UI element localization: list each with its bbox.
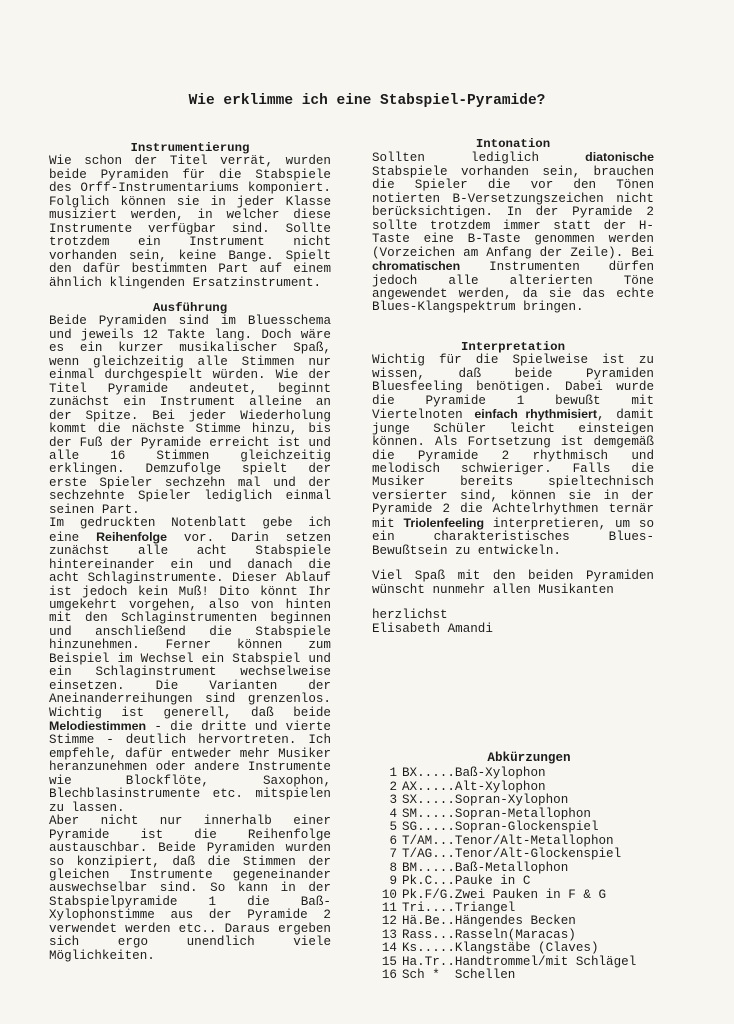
abbreviation-name: Pauke in C [454, 874, 531, 889]
abbreviation-row [379, 781, 679, 794]
left-column [49, 142, 331, 963]
closing-text: Viel Spaß mit den beiden Pyramiden wünscht nunmehr allen Musikanten [372, 569, 654, 597]
text-run: - die dritte und vierte Stimme - deutlich hervortreten. Ich empfehle, dafür entweder mehr Musiker heranzunehmen oder andere Instrumente wie Blockflöte, Saxophon, Blechblasinstrumente etc. mitspielen zu lassen. [49, 720, 331, 815]
abbreviation-row [379, 767, 679, 780]
abbreviation-number: 6 [389, 833, 397, 848]
abbreviation-name: Tenor/Alt-Glockenspiel [454, 847, 622, 862]
greeting: herzlichst [372, 608, 448, 623]
abbreviation-code: SX..... [402, 793, 455, 808]
abbreviation-name: Alt-Xylophon [454, 779, 546, 794]
abbreviation-code: SG..... [402, 820, 455, 835]
abbreviation-number: 15 [381, 954, 397, 969]
abbreviation-number: 16 [381, 968, 397, 983]
text-run: vor. Darin setzen zunächst alle acht Stabspiele hintereinander ein und danach die acht Schlaginstrumente. Dieser Ablauf ist jedoch kein Muß! Dito könnt Ihr umgekehrt vorgehen, also von hinten mit den Schlaginstrumenten beginnen und anschließend die Stabspiele hinzunehmen. Ferner können zum Beispiel im Wechsel ein Stabspiel und ein Schlaginstrument wechselweise einsetzen. Die Varianten der Aneinanderreihungen sind grenzenlos. Wichtig ist generell, daß beide [49, 530, 332, 720]
abbreviation-code: Ha.Tr.. [402, 954, 455, 969]
paragraph-ausfuehrung-2 [49, 517, 331, 815]
abbreviation-number: 4 [389, 806, 397, 821]
abbreviation-row [379, 808, 679, 821]
abbreviation-name: Handtrommel/mit Schlägel [454, 954, 637, 969]
abbreviation-row [379, 794, 679, 807]
text-run: Wichtig für die Spielweise ist zu wissen, daß beide Pyramiden Bluesfeeling benötigen. Dabei wurde die Pyramide 1 bewußt mit Viertelnoten [372, 353, 654, 423]
abbreviation-name: Sopran-Metallophon [454, 806, 591, 821]
abbreviation-name: Hängendes Becken [454, 914, 576, 929]
abbreviation-row [379, 848, 679, 861]
abbreviation-code: Rass... [402, 927, 455, 942]
abbreviation-row [379, 915, 679, 928]
abbreviation-name: Tenor/Alt-Metallophon [454, 833, 614, 848]
bold-term-chromatischen: chromatischen [372, 259, 461, 274]
abbreviation-code: BM..... [402, 860, 455, 875]
abbreviation-row [379, 889, 679, 902]
heading-intonation: Intonation [475, 137, 551, 151]
abbreviation-number: 13 [381, 927, 397, 942]
heading-interpretation: Interpretation [460, 339, 566, 354]
abbreviation-code: BX..... [402, 766, 455, 781]
abbreviation-name: Klangstäbe (Claves) [454, 941, 599, 956]
abbreviation-code: Sch * [402, 968, 455, 983]
abbreviation-code: T/AM... [402, 833, 455, 848]
abbreviation-row [379, 902, 679, 915]
abbreviation-number: 10 [381, 887, 397, 902]
text-run: Stabspiele vorhanden sein, brauchen die Spieler die vor den Tönen notierten B-Versetzungszeichen nicht berücksichtigen. In der Pyramide 2 sollte trotzdem immer statt der H-Taste eine B-Taste genommen werden (Vorzeichen am Anfang der Zeile). Bei [372, 164, 654, 260]
abbreviation-name: Zwei Pauken in F & G [454, 887, 607, 902]
abbreviation-code: AX..... [402, 779, 455, 794]
bold-term-diatonische: diatonische [585, 150, 654, 165]
bold-term-melodiestimmen: Melodiestimmen [49, 719, 147, 734]
abbreviation-code: T/AG... [402, 847, 455, 862]
abbreviation-name: Triangel [454, 900, 516, 915]
abbreviation-number: 8 [389, 860, 397, 875]
signature: Elisabeth Amandi [372, 621, 493, 636]
paragraph-ausfuehrung-1: Beide Pyramiden sind im Bluesschema und jeweils 12 Takte lang. Doch wäre es ein kurzer musikalischer Spaß, wenn gleichzeitig alle Stimmen nur einmal durchgespielt würden. Wie der Titel Pyramide andeutet, beginnt zunächst ein Instrument alleine an der Spitze. Bei jeder Wiederholung kommt die nächste Stimme hinzu, bis der Fuß der Pyramide erreicht ist und alle 16 Stimmen gleichzeitig erklingen. Demzufolge spielt der erste Spieler sechzehn mal und der sechzehnte Spieler lediglich einmal seinen Part. [49, 314, 331, 517]
abbreviation-code: Tri.... [402, 900, 455, 915]
right-column [372, 138, 654, 636]
abbreviation-row [379, 875, 679, 888]
abbreviation-name: Baß-Metallophon [454, 860, 569, 875]
abbreviation-row [379, 956, 679, 969]
abbreviation-row [379, 821, 679, 834]
abbreviation-row [379, 929, 679, 942]
abbreviation-name: Sopran-Xylophon [454, 793, 569, 808]
bold-term-triolenfeeling: Triolenfeeling [403, 515, 485, 530]
abbreviation-number: 12 [381, 914, 397, 929]
abbreviation-rows [379, 767, 679, 982]
heading-ausfuehrung: Ausführung [152, 300, 228, 315]
paragraph-interpretation [372, 354, 654, 558]
abbreviation-number: 9 [389, 874, 397, 889]
abbreviation-number: 14 [381, 941, 397, 956]
abbreviation-number: 5 [389, 820, 397, 835]
paragraph-intonation [372, 151, 654, 314]
abbreviation-name: Sopran-Glockenspiel [454, 820, 599, 835]
abbreviation-number: 11 [381, 900, 397, 915]
abbreviation-code: Hä.Be.. [402, 914, 455, 929]
abbreviation-number: 2 [389, 779, 397, 794]
abbreviations-list [379, 752, 679, 983]
heading-instrumentierung: Instrumentierung [130, 141, 250, 155]
abbreviation-row [379, 862, 679, 875]
page-title: Wie erklimme ich eine Stabspiel-Pyramide? [188, 93, 546, 109]
abbreviation-name: Schellen [454, 968, 516, 983]
abbreviation-row [379, 835, 679, 848]
abbreviation-code: SM..... [402, 806, 455, 821]
text-run: interpretieren, um so ein charakteristisches Blues-Bewußtsein zu entwickeln. [372, 516, 655, 558]
abbreviation-name: Baß-Xylophon [454, 766, 546, 781]
abbreviation-number: 7 [389, 847, 397, 862]
bold-term-einfach-rhythmisiert: einfach rhythmisiert [474, 407, 597, 422]
text-run: Im gedruckten Notenblatt gebe ich eine [49, 516, 331, 545]
text-run: Instrumenten dürfen jedoch alle alterierten Töne angewendet werden, da sie das echte Blues-Klangspektrum bringen. [372, 260, 655, 315]
abbreviation-code: Pk.F/G. [402, 887, 455, 902]
text-run: Sollten lediglich [372, 151, 540, 166]
abbreviation-row [379, 969, 679, 982]
heading-abkuerzungen: Abkürzungen [487, 751, 571, 765]
abbreviation-number: 1 [389, 766, 397, 781]
abbreviation-code: Ks..... [402, 941, 455, 956]
text-run: , damit junge Schüler leicht einsteigen können. Als Fortsetzung ist demgemäß die Pyramide 2 rhythmisch und melodisch schwieriger. Falls die Musiker bereits spieltechnisch versierter sind, können sie in der Pyramide 2 die Achtelrhythmen ternär mit [372, 408, 655, 531]
abbreviation-code: Pk.C... [402, 874, 455, 889]
abbreviation-name: Rasseln(Maracas) [454, 927, 576, 942]
bold-term-reihenfolge: Reihenfolge [96, 529, 168, 544]
paragraph-instrumentierung: Wie schon der Titel verrät, wurden beide Pyramiden für die Stabspiele des Orff-Instrumentariums komponiert. Folglich können sie in jeder Klasse musiziert werden, in welcher diese Instrumente verfügbar sind. Sollte trotzdem ein Instrument nicht vorhanden sein, keine Bange. Spielt den dafür bestimmten Part auf einem ähnlich klingenden Ersatzinstrument. [49, 154, 331, 290]
abbreviation-number: 3 [389, 793, 397, 808]
abbreviation-row [379, 942, 679, 955]
paragraph-ausfuehrung-3: Aber nicht nur innerhalb einer Pyramide ist die Reihenfolge austauschbar. Beide Pyramiden wurden so konzipiert, daß die Stimmen der gleichen Instrumente gegeneinander auswechselbar sind. So kann in der Stabspielpyramide 1 die Baß-Xylophonstimme aus der Pyramide 2 verwendet werden etc.. Daraus ergeben sich ergo unendlich viele Möglichkeiten. [49, 814, 331, 963]
